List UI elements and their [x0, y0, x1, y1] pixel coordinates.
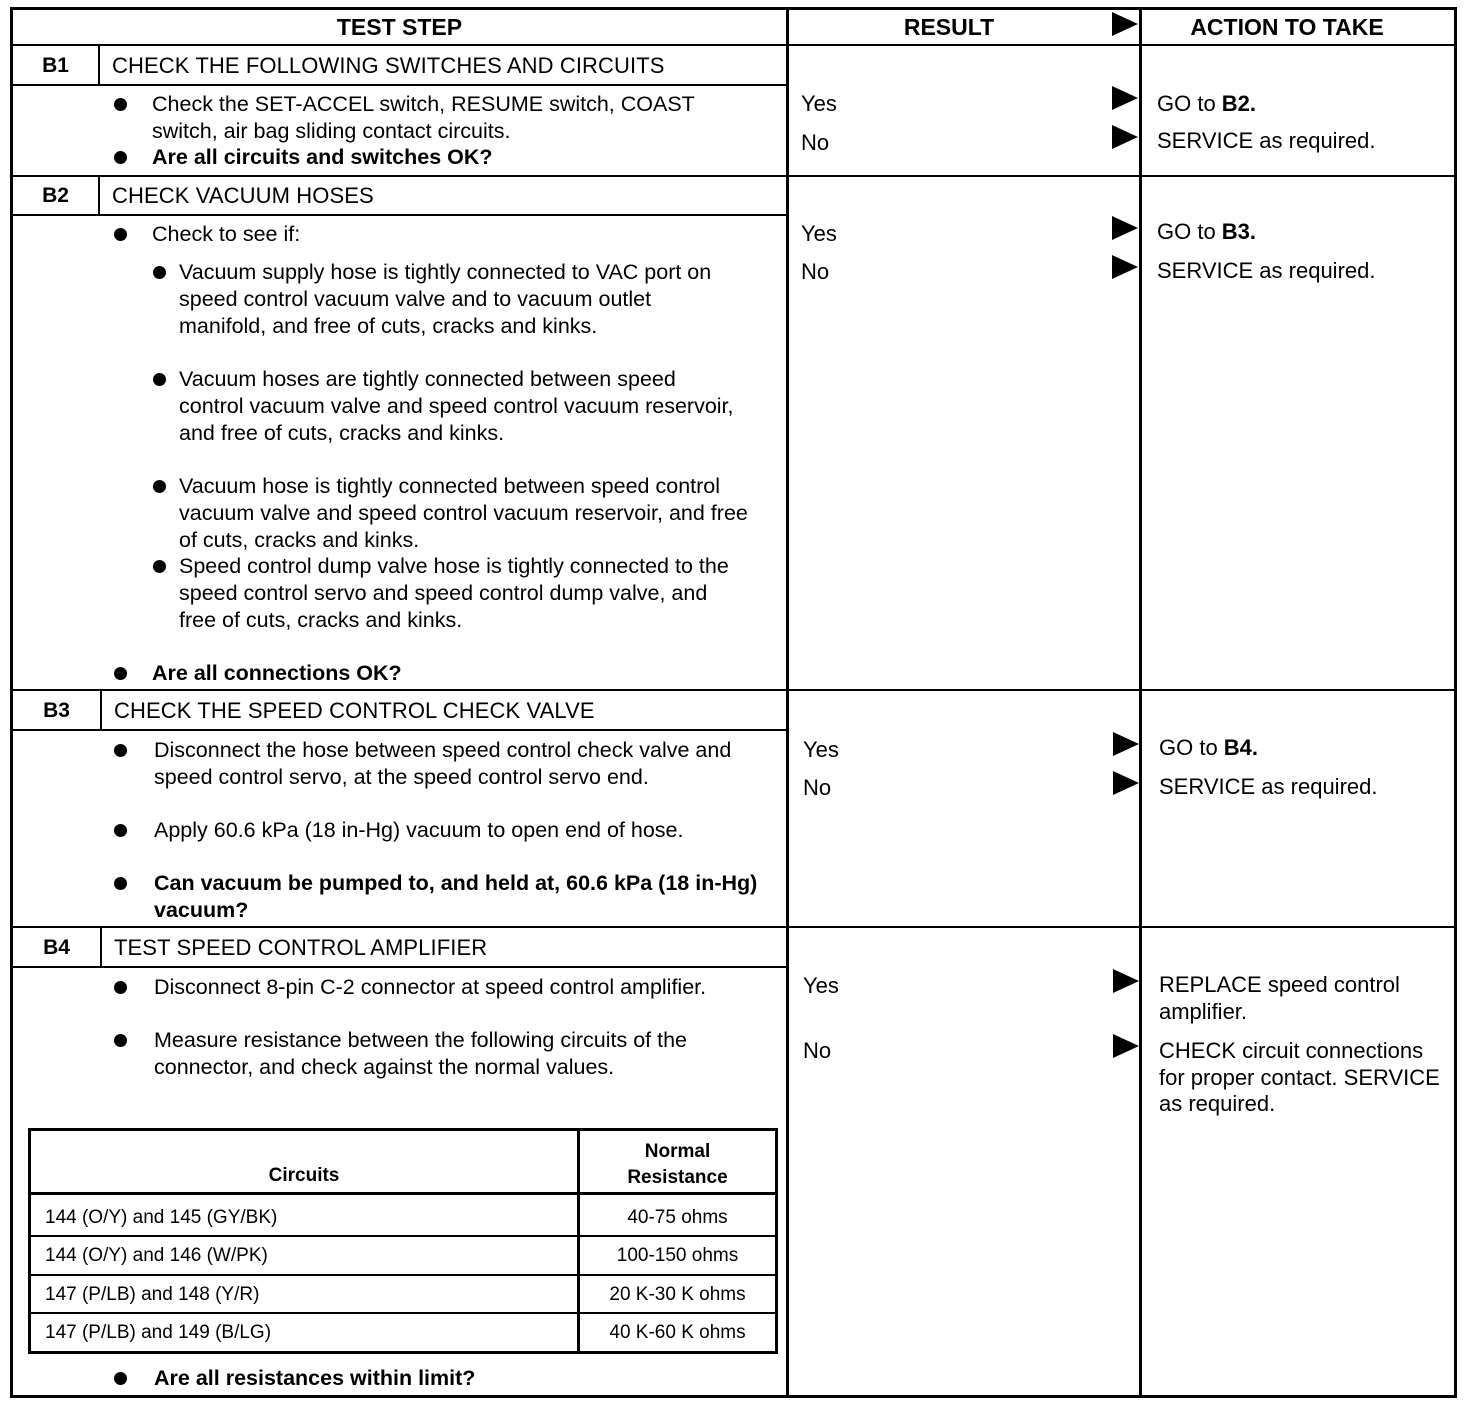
bullet-text: Disconnect the hose between speed control check valve and speed control servo, at the speed control servo end. — [154, 738, 732, 789]
arrow-icon — [1112, 216, 1138, 240]
sub-bullet-icon — [153, 373, 166, 386]
sub-bullet-icon — [153, 560, 166, 573]
action-yes: GO to B2. — [1157, 91, 1257, 116]
bullet-question: Are all circuits and switches OK? — [152, 145, 493, 169]
bullet-text: Measure resistance between the following circuits of the connector, and check against the normal values. — [154, 1028, 687, 1079]
bullet-text: Check to see if: — [152, 222, 301, 246]
step-title: CHECK VACUUM HOSES — [112, 183, 374, 208]
sub-bullet-text: Vacuum supply hose is tightly connected to VAC port on speed control vacuum valve and to vacuum outlet manifold, and free of cuts, cracks and kinks. — [179, 260, 712, 338]
step-title: CHECK THE SPEED CONTROL CHECK VALVE — [114, 698, 595, 723]
bullet-icon — [114, 228, 127, 241]
step-id: B4 — [43, 936, 70, 959]
sub-bullet-text: Vacuum hose is tightly connected between speed control vacuum valve and speed control vacuum reservoir, and free of cuts, cracks and kinks. — [179, 474, 748, 552]
action-yes: REPLACE speed control amplifier. — [1159, 972, 1400, 1024]
bullet-icon — [114, 1034, 127, 1047]
column-header-resistance — [580, 1139, 775, 1191]
action-no: SERVICE as required. — [1159, 774, 1378, 799]
bullet-icon — [114, 667, 127, 680]
sub-bullet-text: Speed control dump valve hose is tightly connected to the speed control servo and speed control dump valve, and free of cuts, cracks and kinks. — [179, 554, 729, 632]
arrow-icon — [1112, 255, 1138, 279]
bullet-question: Are all resistances within limit? — [154, 1366, 476, 1390]
bullet-icon — [114, 981, 127, 994]
result-yes: Yes — [801, 221, 837, 246]
result-no: No — [803, 775, 832, 800]
step-id: B1 — [42, 54, 69, 77]
bullet-icon — [114, 98, 127, 111]
result-no: No — [803, 1038, 832, 1063]
arrow-icon — [1113, 969, 1139, 993]
table-cell-circuits: 147 (P/LB) and 148 (Y/R) — [45, 1284, 260, 1305]
arrow-icon — [1113, 732, 1139, 756]
header-test-step: TEST STEP — [336, 14, 463, 40]
result-yes: Yes — [801, 91, 837, 116]
action-yes: GO to B4. — [1159, 735, 1259, 760]
header-arrow-icon — [1112, 12, 1138, 36]
bullet-icon — [114, 744, 127, 757]
result-yes: Yes — [803, 973, 839, 998]
column-header-circuits: Circuits — [268, 1165, 340, 1186]
step-title: TEST SPEED CONTROL AMPLIFIER — [114, 935, 488, 960]
table-cell-resistance: 40-75 ohms — [627, 1207, 728, 1228]
arrow-icon — [1113, 771, 1139, 795]
arrow-icon — [1112, 125, 1138, 149]
sub-bullet-icon — [153, 480, 166, 493]
table-cell-resistance: 100-150 ohms — [616, 1245, 739, 1266]
sub-bullet-icon — [153, 266, 166, 279]
bullet-question: Are all connections OK? — [152, 661, 402, 685]
column-header-resistance-line1: Normal — [644, 1141, 711, 1162]
table-cell-circuits: 144 (O/Y) and 145 (GY/BK) — [45, 1207, 278, 1228]
step-id: B3 — [43, 699, 70, 722]
result-no: No — [801, 130, 830, 155]
sub-bullet-text: Vacuum hoses are tightly connected between speed control vacuum valve and speed control vacuum reservoir, and free of cuts, cracks and kinks. — [179, 367, 734, 445]
step-title: CHECK THE FOLLOWING SWITCHES AND CIRCUITS — [112, 53, 665, 78]
result-yes: Yes — [803, 737, 839, 762]
arrow-icon — [1113, 1034, 1139, 1058]
bullet-icon — [114, 1372, 127, 1385]
action-yes: GO to B3. — [1157, 219, 1257, 244]
table-cell-circuits: 144 (O/Y) and 146 (W/PK) — [45, 1245, 268, 1266]
column-header-resistance-line2: Resistance — [627, 1167, 728, 1188]
bullet-icon — [114, 151, 127, 164]
header-action: ACTION TO TAKE — [1190, 14, 1384, 40]
result-no: No — [801, 259, 830, 284]
bullet-text: Apply 60.6 kPa (18 in-Hg) vacuum to open end of hose. — [154, 818, 684, 842]
bullet-icon — [114, 824, 127, 837]
table-cell-circuits: 147 (P/LB) and 149 (B/LG) — [45, 1322, 272, 1343]
bullet-icon — [114, 877, 127, 890]
bullet-question: Can vacuum be pumped to, and held at, 60.6 kPa (18 in-Hg) vacuum? — [154, 871, 758, 922]
header-result: RESULT — [903, 14, 995, 40]
action-no: SERVICE as required. — [1157, 128, 1376, 153]
arrow-icon — [1112, 86, 1138, 110]
bullet-text: Disconnect 8-pin C-2 connector at speed control amplifier. — [154, 975, 707, 999]
step-id: B2 — [42, 184, 69, 207]
action-no: SERVICE as required. — [1157, 258, 1376, 283]
table-cell-resistance: 40 K-60 K ohms — [609, 1322, 746, 1343]
table-cell-resistance: 20 K-30 K ohms — [609, 1284, 746, 1305]
action-no: CHECK circuit connections for proper contact. SERVICE as required. — [1159, 1038, 1440, 1116]
bullet-text: Check the SET-ACCEL switch, RESUME switch, COAST switch, air bag sliding contact circuits. — [152, 92, 695, 143]
